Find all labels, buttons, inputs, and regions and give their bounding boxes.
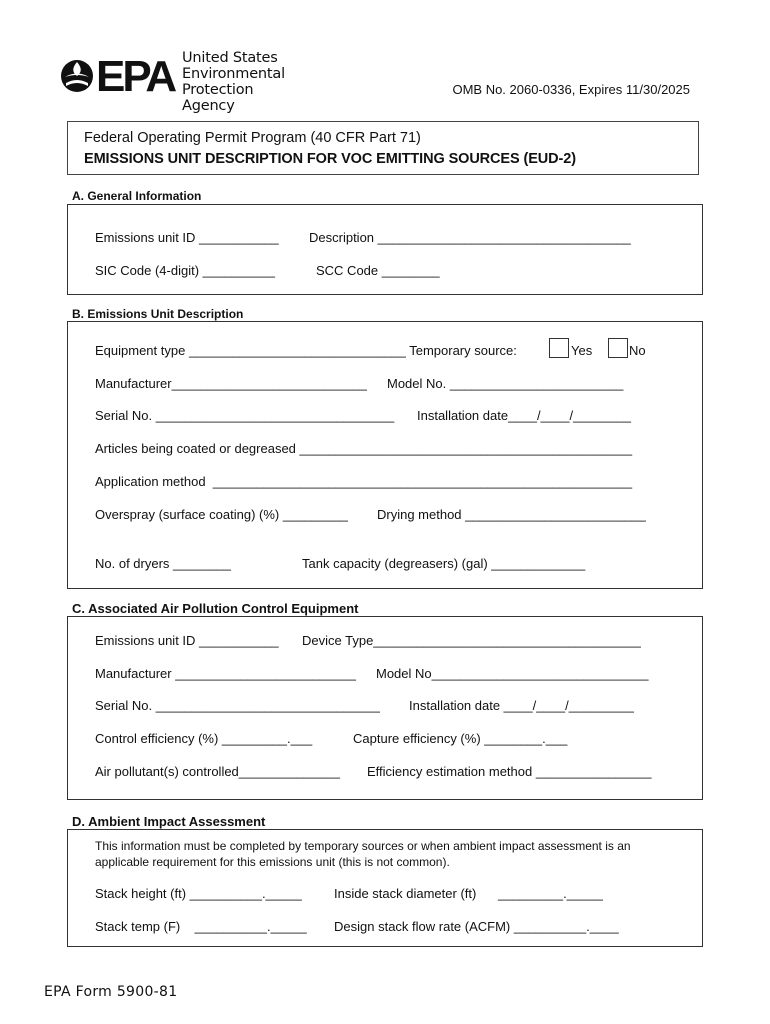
- articles-field[interactable]: Articles being coated or degreased ______________________________________________: [95, 441, 633, 456]
- inside-diameter-field[interactable]: Inside stack diameter (ft) _________._____: [334, 886, 603, 901]
- temporary-yes-checkbox[interactable]: [549, 338, 569, 358]
- section-b-label: B. Emissions Unit Description: [72, 307, 244, 321]
- section-d-label: D. Ambient Impact Assessment: [72, 814, 266, 829]
- no-label: No: [629, 343, 646, 358]
- capture-efficiency-field[interactable]: Capture efficiency (%) ________.___: [353, 731, 568, 746]
- drying-method-field[interactable]: Drying method _________________________: [377, 507, 646, 522]
- temporary-no-checkbox[interactable]: [608, 338, 628, 358]
- equipment-type-field[interactable]: Equipment type ______________________________ Temporary source:: [95, 343, 517, 358]
- application-method-field[interactable]: Application method __________________________________________________________: [95, 474, 633, 489]
- epa-logo: [60, 50, 360, 114]
- form-title-box: [67, 121, 699, 175]
- section-d-note-line2: applicable requirement for this emissions unit (this is not common).: [95, 855, 450, 869]
- estimation-method-field[interactable]: Efficiency estimation method ________________: [367, 764, 652, 779]
- control-serial-no-field[interactable]: Serial No. _______________________________: [95, 698, 380, 713]
- emissions-unit-id-field[interactable]: Emissions unit ID ___________: [95, 230, 279, 245]
- tank-capacity-field[interactable]: Tank capacity (degreasers) (gal) _____________: [302, 556, 586, 571]
- agency-name: United States Environmental Protection Agency: [182, 50, 285, 114]
- manufacturer-field[interactable]: Manufacturer___________________________: [95, 376, 367, 391]
- form-title: EMISSIONS UNIT DESCRIPTION FOR VOC EMITTING SOURCES (EUD-2): [84, 151, 576, 167]
- overspray-field[interactable]: Overspray (surface coating) (%) _________: [95, 507, 348, 522]
- form-number: EPA Form 5900-81: [44, 984, 178, 1000]
- control-installation-date-field[interactable]: Installation date ____/____/_________: [409, 698, 634, 713]
- control-unit-id-field[interactable]: Emissions unit ID ___________: [95, 633, 279, 648]
- epa-flower-icon: [60, 50, 180, 96]
- description-field[interactable]: Description ___________________________________: [309, 230, 631, 245]
- section-c-label: C. Associated Air Pollution Control Equipment: [72, 601, 359, 616]
- control-model-no-field[interactable]: Model No______________________________: [376, 666, 649, 681]
- installation-date-field[interactable]: Installation date____/____/________: [417, 408, 631, 423]
- pollutants-field[interactable]: Air pollutant(s) controlled______________: [95, 764, 341, 779]
- control-manufacturer-field[interactable]: Manufacturer _________________________: [95, 666, 356, 681]
- model-no-field[interactable]: Model No. ________________________: [387, 376, 624, 391]
- stack-height-field[interactable]: Stack height (ft) __________._____: [95, 886, 302, 901]
- section-a-label: A. General Information: [72, 189, 202, 203]
- control-efficiency-field[interactable]: Control efficiency (%) _________.___: [95, 731, 313, 746]
- section-d-note-line1: This information must be completed by temporary sources or when ambient impact assessment is an: [95, 839, 631, 853]
- program-title: Federal Operating Permit Program (40 CFR Part 71): [84, 130, 421, 146]
- section-a-box: [67, 204, 703, 295]
- no-of-dryers-field[interactable]: No. of dryers ________: [95, 556, 231, 571]
- omb-number: OMB No. 2060-0336, Expires 11/30/2025: [452, 82, 690, 97]
- scc-code-field[interactable]: SCC Code ________: [316, 263, 440, 278]
- device-type-field[interactable]: Device Type_____________________________________: [302, 633, 641, 648]
- yes-label: Yes: [571, 343, 593, 358]
- svg-text:EPA: EPA: [96, 52, 175, 96]
- sic-code-field[interactable]: SIC Code (4-digit) __________: [95, 263, 275, 278]
- serial-no-field[interactable]: Serial No. _________________________________: [95, 408, 395, 423]
- flow-rate-field[interactable]: Design stack flow rate (ACFM) __________.____: [334, 919, 619, 934]
- stack-temp-field[interactable]: Stack temp (F) __________._____: [95, 919, 307, 934]
